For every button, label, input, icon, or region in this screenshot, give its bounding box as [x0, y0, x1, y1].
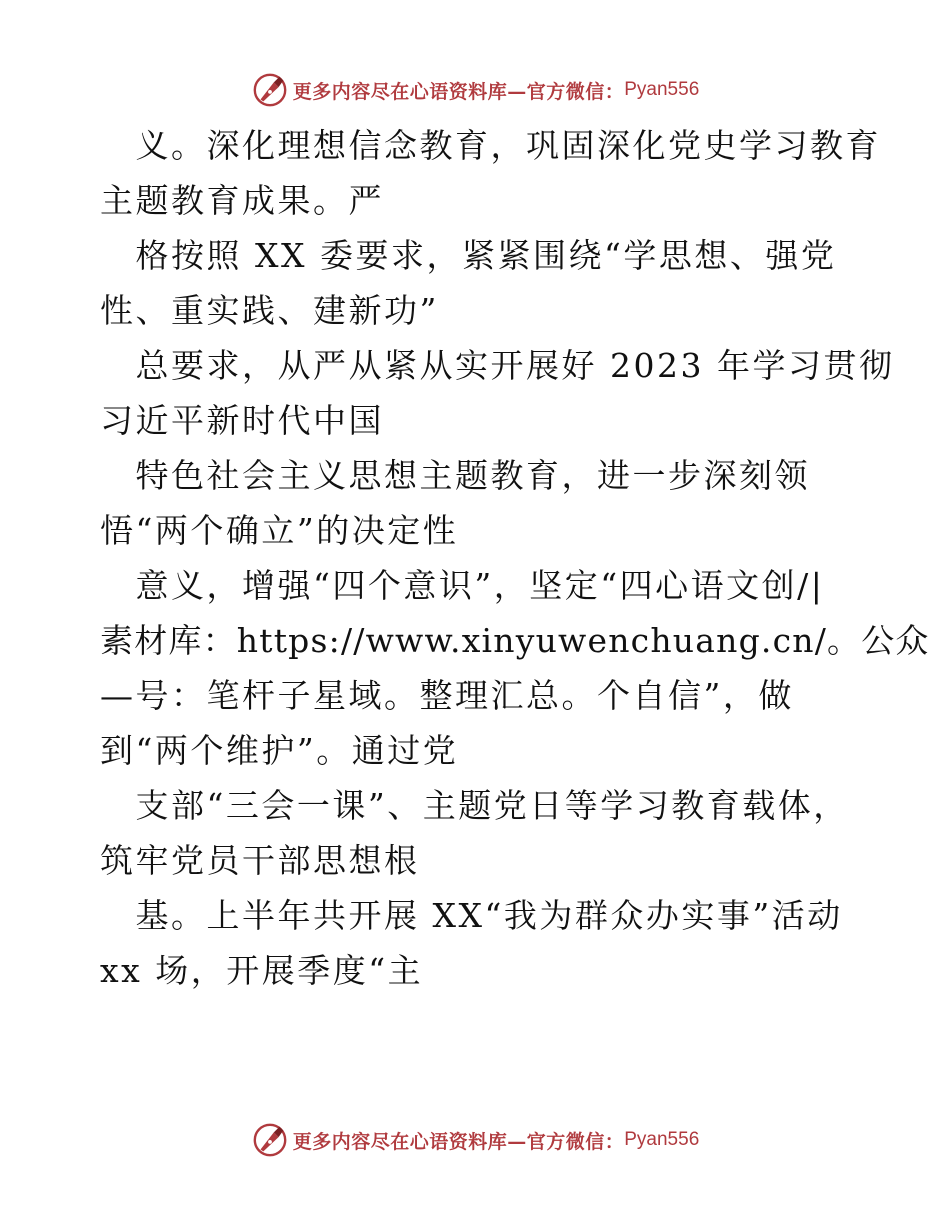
- body-line-7: 特色社会主义思想主题教育，进一步深刻领: [100, 456, 810, 495]
- header-watermark: [0, 70, 950, 110]
- header-watermark-wechat-id: Pyan556: [624, 79, 700, 100]
- body-line-13: 支部“三会一课”、主题党日等学习教育载体，: [100, 786, 849, 825]
- body-line-9: 意义，增强“四个意识”，坚定“四心语文创/|: [100, 566, 825, 605]
- header-watermark-text: 更多内容尽在心语资料库—官方微信：: [292, 80, 625, 103]
- document-body: [100, 118, 930, 998]
- body-line-8: 悟“两个确立”的决定性: [100, 511, 459, 550]
- body-line-14: 筑牢党员干部思想根: [100, 841, 420, 880]
- body-line-4: 性、重实践、建新功”: [100, 291, 439, 330]
- body-line-12: 到“两个维护”。通过党: [100, 731, 459, 770]
- fountain-pen-circle-logo-icon: [251, 71, 289, 109]
- body-line-15: 基。上半年共开展 XX“我为群众办实事”活动: [100, 896, 843, 935]
- fountain-pen-circle-logo-icon: [251, 1121, 289, 1159]
- body-line-3: 格按照 XX 委要求，紧紧围绕“学思想、强党: [100, 236, 837, 275]
- footer-watermark: [0, 1120, 950, 1160]
- footer-watermark-text: 更多内容尽在心语资料库—官方微信：: [292, 1130, 625, 1153]
- footer-watermark-wechat-id: Pyan556: [624, 1129, 700, 1150]
- body-line-16: xx 场，开展季度“主: [100, 951, 424, 990]
- body-line-6: 习近平新时代中国: [100, 401, 384, 440]
- body-line-10: 素材库：https://www.xinyuwenchuang.cn/。公众: [100, 621, 930, 660]
- body-line-1: 义。深化理想信念教育，巩固深化党史学习教育: [100, 126, 881, 165]
- body-line-5: 总要求，从严从紧从实开展好 2023 年学习贯彻: [100, 346, 895, 385]
- body-line-2: 主题教育成果。严: [100, 181, 384, 220]
- body-line-11: —号：笔杆子星域。整理汇总。个自信”，做: [100, 676, 794, 715]
